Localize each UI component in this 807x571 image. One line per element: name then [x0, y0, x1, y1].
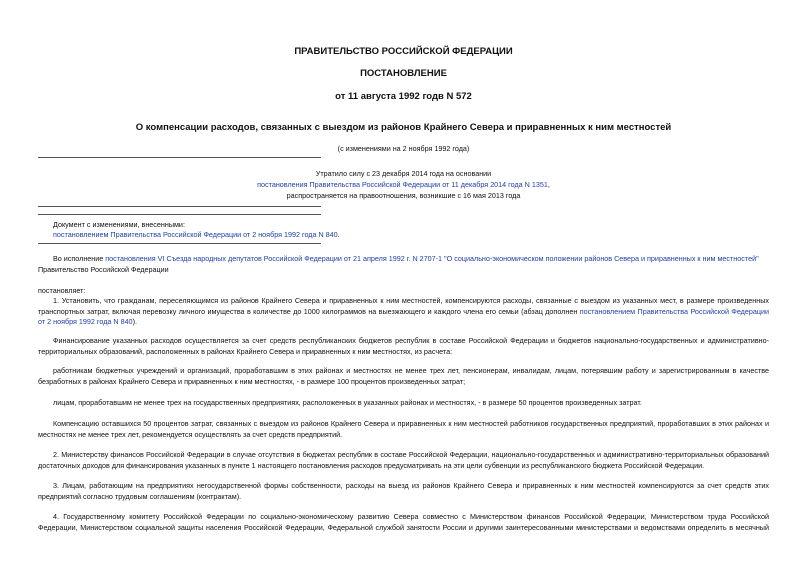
p1-line-1: 1. Установить, что гражданам, переселяющимся из районов Крайнего Севера и приравненных к ним местностей, компенсируются расходы, связанные с выездом из указанных мест, в размере произведенных: [53, 296, 769, 305]
issuing-authority: ПРАВИТЕЛЬСТВО РОССИЙСКОЙ ФЕДЕРАЦИИ: [294, 46, 513, 57]
changes-line: [53, 230, 340, 239]
document-date-number: от 11 августа 1992 годв N 572: [335, 91, 472, 102]
paragraph-1: [38, 296, 769, 328]
p8-line-2: Федерации, Министерством социальной защиты населения Российской Федерации, Федеральной службой занятости России и другими заинтересованными министерствами и ведомствами определить в месячный: [38, 522, 769, 532]
amending-act-link[interactable]: постановлением Правительства Российской Федерации от 2 ноября 1992 года N 840: [53, 230, 338, 239]
status-line-2: [0, 180, 807, 189]
p3-line-1: работникам бюджетных учреждений и организаций, проработавшим в этих районах и местностях не менее трех лет, пенсионерам, инвалидам, лицам, потерявшим работу и зарегистрированным в качестве: [53, 366, 769, 375]
amendments-note: (с изменениями на 2 ноября 1992 года): [337, 144, 470, 153]
decrees-word: постановляет:: [38, 286, 86, 295]
p3-line-2: безработных в районах Крайнего Севера и приравненных к ним местностях, - в размере 100 процентов произведенных затрат;: [38, 376, 466, 386]
paragraph-2: [38, 336, 769, 357]
divider: [38, 214, 321, 215]
paragraph-6: [38, 450, 769, 471]
p6-line-2: достаточных доходов для финансирования указанных в пункте 1 настоящего постановления расходов предусматривать на эти цели субвенции из республиканского бюджета Российской Федерации.: [38, 460, 705, 470]
paragraph-4: [38, 398, 769, 409]
divider: [38, 157, 321, 158]
p1-amendment-link[interactable]: постановлением Правительства Российской Федерации: [579, 306, 769, 316]
paragraph-7: [38, 481, 769, 502]
congress-resolution-link[interactable]: постановления VI Съезда народных депутатов Российской Федерации от 21 апреля 1992 г. N 2707-1 "О социально-экономическом положении районов Севера и приравненных к ним местностей": [105, 254, 759, 263]
p7-line-1: 3. Лицам, работающим на предприятиях негосударственной формы собственности, расходы на выезд из районов Крайнего Севера и приравненных к ним местностей компенсируются за счет средств этих: [53, 481, 769, 490]
p2-line-2: территориальных образований, расположенных в районах Крайнего Севера и приравненных к ним местностях, из расчета:: [38, 346, 453, 356]
status-line-2-tail: ,: [547, 180, 550, 189]
paragraph-3: [38, 366, 769, 387]
repeal-act-link[interactable]: постановления Правительства Российской Федерации от 11 декабря 2014 года N 1351: [257, 180, 548, 189]
p4-line-1: лицам, проработавшим не менее трех на государственных предприятиях, расположенных в указанных районах и местностях, - в размере 50 процентов произведенных затрат.: [53, 398, 642, 407]
p7-line-2: предприятий согласно трудовым соглашениям (контрактам).: [38, 491, 242, 501]
intro-suffix: Правительство Российской Федерации: [38, 264, 169, 274]
paragraph-intro: [38, 254, 769, 275]
p1-line-3-tail: ).: [132, 317, 137, 326]
p8-line-1: 4. Государственному комитету Российской Федерации по социально-экономическому развитию Севера совместно с Министерством финансов Российской Федерации, Министерством труда Российской: [53, 512, 769, 521]
document-type: ПОСТАНОВЛЕНИЕ: [360, 68, 447, 79]
p2-line-1: Финансирование указанных расходов осуществляется за счет средств республиканских бюджетов республик в составе Российской Федерации и бюджетов национально-государственных и административно-: [53, 336, 769, 345]
p1-amendment-link-cont[interactable]: от 2 ноября 1992 года N 840: [38, 317, 133, 326]
paragraph-5: [38, 419, 769, 440]
changes-label: Документ с изменениями, внесенными:: [53, 220, 185, 229]
paragraph-8: [38, 512, 769, 533]
p5-line-2: местностях не менее трех лет, рекомендуется осуществлять за счет средств предприятий.: [38, 429, 343, 439]
p5-line-1: Компенсацию оставшихся 50 процентов затрат, связанных с выездом из районов Крайнего Севера и приравненных к ним местностей работников государственных предприятий, проработавших в этих районах и: [53, 419, 769, 428]
status-line-1: Утратило силу с 23 декабря 2014 года на основании: [315, 169, 492, 178]
divider: [38, 206, 321, 207]
p1-line-2: транспортных затрат, включая перевозку личного имущества в количестве до 1000 килограммов на выезжающего и каждого члена его семьи (абзац дополнен: [38, 306, 580, 316]
p6-line-1: 2. Министерству финансов Российской Федерации в случае отсутствия в бюджетах республик в составе Российской Федерации, национально-государственных и административно-территориальных образований: [53, 450, 769, 459]
divider: [38, 243, 321, 244]
changes-tail: .: [337, 230, 340, 239]
document-title: О компенсации расходов, связанных с выездом из районов Крайнего Севера и приравненных к ним местностей: [135, 122, 672, 133]
intro-prefix: Во исполнение: [53, 254, 106, 263]
status-line-3: распространяется на правоотношения, возникшие с 16 мая 2013 года: [286, 191, 521, 200]
